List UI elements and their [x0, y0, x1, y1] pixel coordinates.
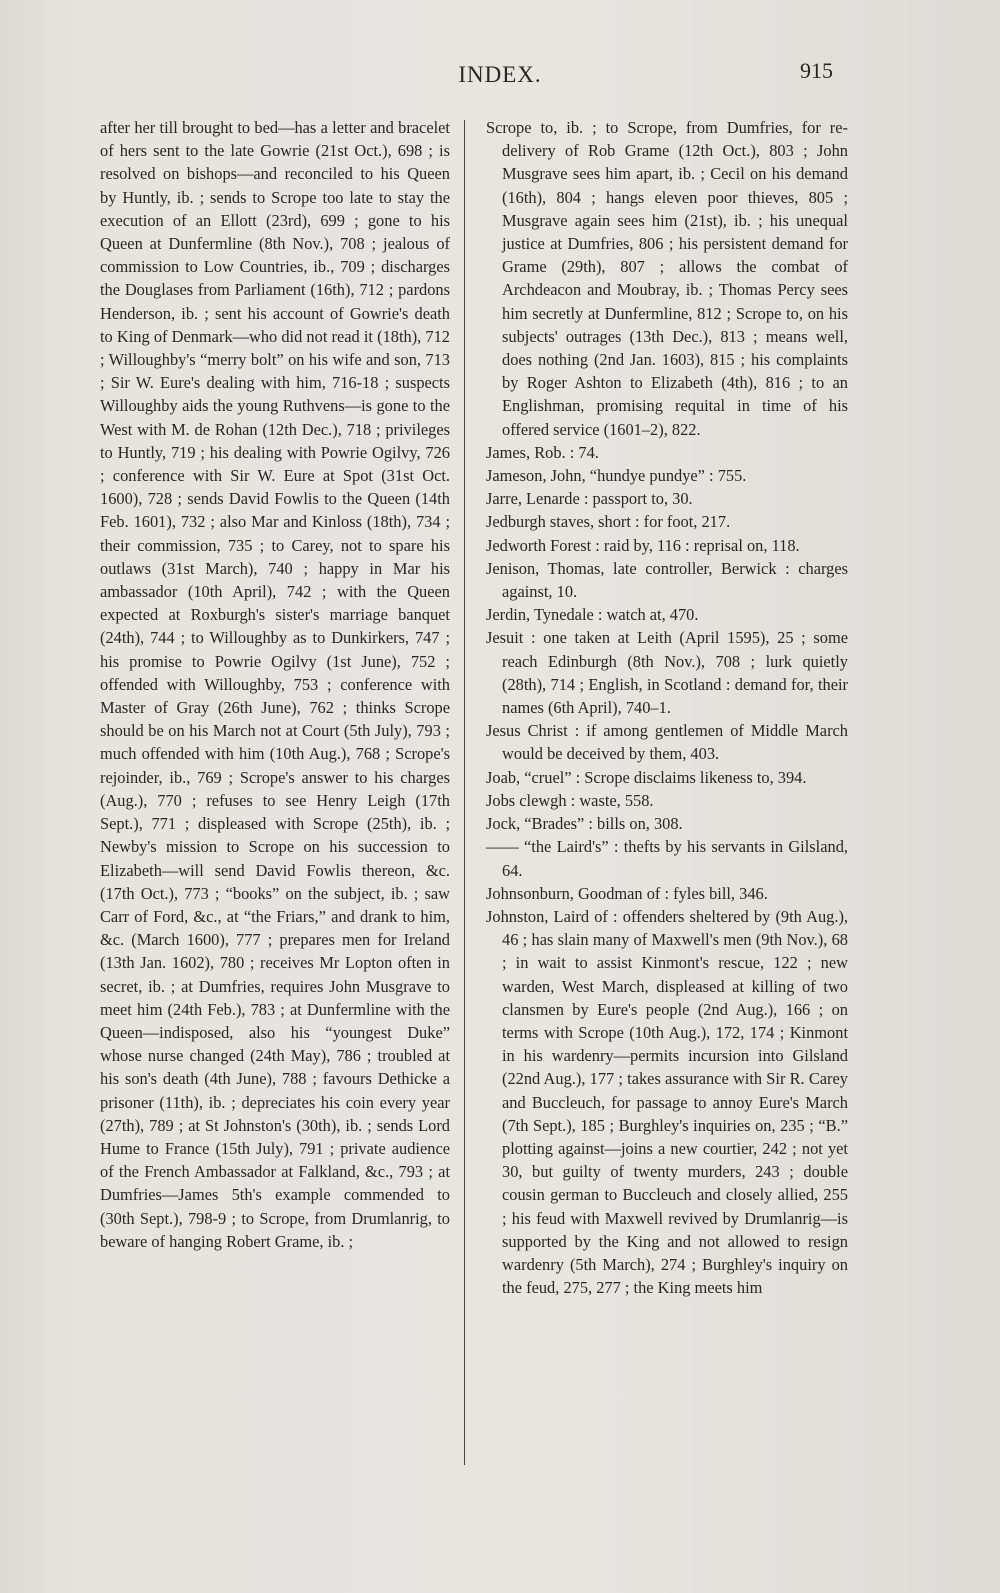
index-entry: Jameson, John, “hundye pundye” : 755.: [486, 466, 747, 486]
index-entry: Jedburgh staves, short : for foot, 217.: [486, 512, 731, 532]
index-entry: Jesuit : one taken at Leith (April 1595), 25 ; some reach Edinburgh (8th Nov.), 708 ; lurk quietly (28th), 714 ; English, in Scotland : demand for, their names (6th April), 740–1.: [486, 628, 848, 718]
index-entry: Jarre, Lenarde : passport to, 30.: [486, 489, 693, 509]
index-entry: Jedworth Forest : raid by, 116 : reprisal on, 118.: [486, 535, 800, 555]
page-number: 915: [800, 58, 833, 83]
left-column: [100, 116, 450, 1253]
index-entry: —— “the Laird's” : thefts by his servants in Gilsland, 64.: [486, 837, 848, 880]
index-entry: Jobs clewgh : waste, 558.: [486, 790, 654, 810]
index-entry: Johnston, Laird of : offenders sheltered by (9th Aug.), 46 ; has slain many of Maxwell's men (9th Nov.), 68 ; in wait to assist Kinmont's rescue, 122 ; new warden, West March, displeased at killing of two clansmen by Eure's people (2nd Aug.), 166 ; on terms with Scrope (10th Aug.), 172, 174 ; Kinmont in his wardenry—permits incursion into Gilsland (22nd Aug.), 177 ; takes assurance with Sir R. Carey and Buccleuch, for passage to annoy Eure's March (7th Sept.), 185 ; Burghley's inquiries on, 235 ; “B.” plotting against—joins a new courtier, 242 ; not yet 30, but guilty of twenty murders, 243 ; double cousin german to Buccleuch and closely allied, 255 ; his feud with Maxwell revived by Drumlanrig—is supported by the King and not allowed to resign wardenry (5th March), 274 ; Burghley's inquiry on the feud, 275, 277 ; the King meets him: [486, 906, 848, 1298]
index-entry: Jenison, Thomas, late controller, Berwick : charges against, 10.: [486, 558, 848, 602]
index-entry: James, Rob. : 74.: [486, 442, 599, 462]
right-column: [486, 116, 848, 1299]
index-entry: Joab, “cruel” : Scrope disclaims likeness to, 394.: [486, 767, 807, 787]
index-entry: Jerdin, Tynedale : watch at, 470.: [486, 605, 699, 625]
index-entry: Jock, “Brades” : bills on, 308.: [486, 814, 683, 834]
running-title: INDEX.: [458, 62, 542, 87]
column-divider: [464, 120, 465, 1465]
index-entry-continuation: after her till brought to bed—has a letter and bracelet of hers sent to the late Gowrie (21st Oct.), 698 ; is resolved on bishops—and reconciled to his Queen by Huntly, ib. ; sends to Scrope too late to stay the execution of an Ellott (23rd), 699 ; gone to his Queen at Dunfermline (8th Nov.), 708 ; jealous of commission to Low Countries, ib., 709 ; discharges the Douglases from Parliament (16th), 712 ; pardons Henderson, ib. ; sent his account of Gowrie's death to King of Denmark—who did not read it (18th), 712 ; Willoughby's “merry bolt” on his wife and son, 713 ; Sir W. Eure's dealing with him, 716-18 ; suspects Willoughby aids the young Ruthvens—is gone to the West with M. de Rohan (12th Dec.), 718 ; privileges to Huntly, 719 ; his dealing with Powrie Ogilvy, 726 ; conference with Sir W. Eure at Spot (31st Oct. 1600), 728 ; sends David Fowlis to the Queen (14th Feb. 1601), 732 ; also Mar and Kinloss (18th), 734 ; their commission, 735 ; to Carey, not to spare his outlaws (31st March), 740 ; happy in Mar his ambassador (10th April), 742 ; with the Queen expected at Roxburgh's sister's marriage banquet (24th), 744 ; to Willoughby as to Dunkirkers, 747 ; his promise to Powrie Ogilvy (1st June), 752 ; offended with Willoughby, 753 ; conference with Master of Gray (26th June), 762 ; thinks Scrope should be on his March not at Court (5th July), 793 ; much offended with him (10th Aug.), 768 ; Scrope's rejoinder, ib., 769 ; Scrope's answer to his charges (Aug.), 770 ; refuses to see Henry Leigh (17th Sept.), 771 ; displeased with Scrope (25th), ib. ; Newby's mission to Scrope on his succession to Elizabeth—will send David Fowlis thereon, &c. (17th Oct.), 773 ; “books” on the subject, ib. ; saw Carr of Ford, &c., at “the Friars,” and drank to him, &c. (March 1600), 777 ; prepares men for Ireland (13th Jan. 1602), 780 ; receives Mr Lopton often in secret, ib. ; at Dumfries, requires John Musgrave to meet him (24th Feb.), 783 ; at Dunfermline with the Queen—indisposed, also his “youngest Duke” whose nurse changed (24th May), 786 ; troubled at his son's death (4th June), 788 ; favours Dethicke a prisoner (11th), ib. ; depreciates his coin every year (27th), 789 ; at St Johnston's (30th), ib. ; sends Lord Hume to France (15th July), 791 ; private audience of the French Ambassador at Falkland, &c., 793 ; at Dumfries—James 5th's example commended to (30th Sept.), 798-9 ; to Scrope, from Drumlanrig, to beware of hanging Robert Grame, ib. ;: [100, 118, 450, 1251]
index-entry: Jesus Christ : if among gentlemen of Middle March would be deceived by them, 403.: [486, 721, 848, 764]
index-entry: Johnsonburn, Goodman of : fyles bill, 346.: [486, 883, 768, 903]
index-entry: Scrope to, ib. ; to Scrope, from Dumfries, for re-delivery of Rob Grame (12th Oct.), 803 ; John Musgrave sees him apart, ib. ; Cecil on his demand (16th), 804 ; hangs eleven poor thieves, 805 ; Musgrave again sees him (21st), ib. ; his unequal justice at Dumfries, 806 ; his persistent demand for Grame (29th), 807 ; allows the combat of Archdeacon and Moubray, ib. ; Thomas Percy sees him secretly at Dunfermline, 812 ; Scrope to, on his subjects' outrages (13th Dec.), 813 ; means well, does nothing (2nd Jan. 1603), 815 ; his complaints by Roger Ashton to Elizabeth (4th), 816 ; to an Englishman, promising requital in time of his offered service (1601–2), 822.: [486, 118, 848, 439]
